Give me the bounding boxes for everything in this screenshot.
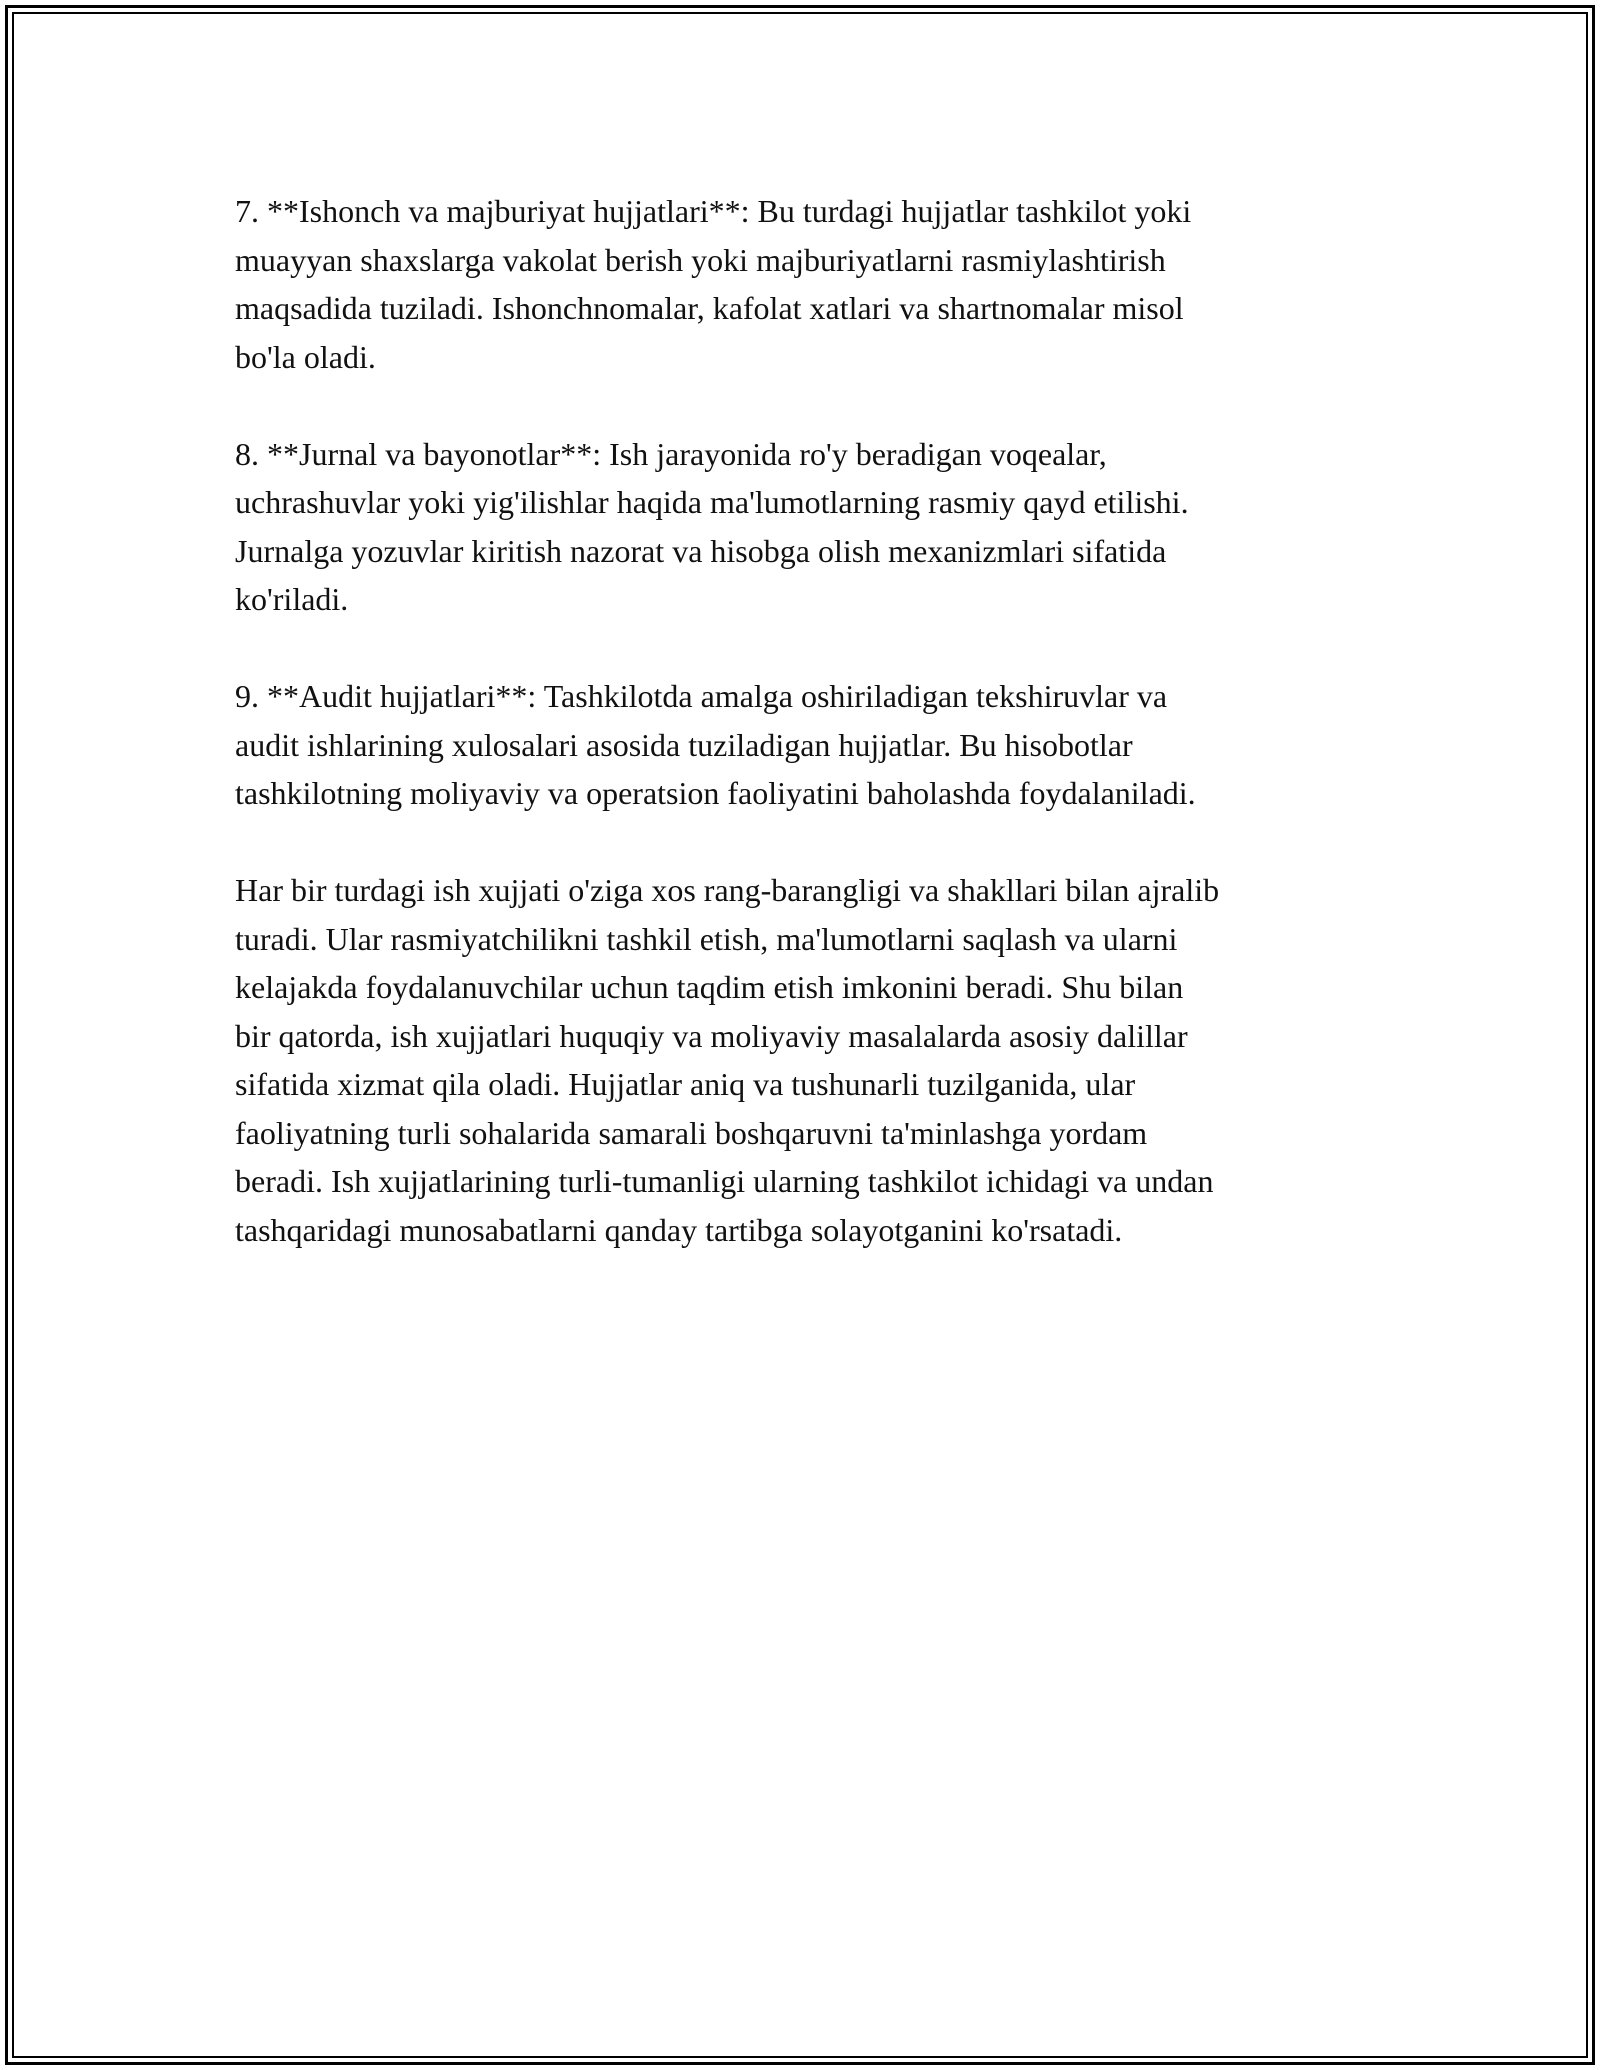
text-line: bir qatorda, ish xujjatlari huquqiy va moliyaviy masalalarda asosiy dalillar — [235, 1017, 1188, 1054]
text-line: kelajakda foydalanuvchilar uchun taqdim etish imkonini beradi. Shu bilan — [235, 969, 1184, 1005]
text-line: tashkilotning moliyaviy va operatsion faoliyatini baholashda foydalaniladi. — [235, 775, 1196, 811]
text-line: Jurnalga yozuvlar kiritish nazorat va hisobga olish mexanizmlari sifatida — [235, 532, 1167, 569]
text-line: audit ishlarining xulosalari asosida tuziladigan hujjatlar. Bu hisobotlar — [235, 726, 1133, 763]
paragraph-item-8 — [235, 430, 1395, 624]
text-line: muayyan shaxslarga vakolat berish yoki majburiyatlarni rasmiylashtirish — [235, 241, 1166, 278]
text-line: sifatida xizmat qila oladi. Hujjatlar aniq va tushunarli tuzilganida, ular — [235, 1066, 1136, 1102]
text-line: 8. **Jurnal va bayonotlar**: Ish jarayonida ro'y beradigan voqealar, — [235, 435, 1107, 472]
text-line: tashqaridagi munosabatlarni qanday tartibga solayotganini ko'rsatadi. — [235, 1211, 1123, 1248]
text-line: beradi. Ish xujjatlarining turli-tumanligi ularning tashkilot ichidagi va undan — [235, 1163, 1214, 1199]
text-line: 9. **Audit hujjatlari**: Tashkilotda amalga oshiriladigan tekshiruvlar va — [235, 678, 1168, 714]
text-line: Har bir turdagi ish xujjati o'ziga xos rang-barangligi va shakllari bilan ajralib — [235, 872, 1220, 908]
text-line: 7. **Ishonch va majburiyat hujjatlari**: Bu turdagi hujjatlar tashkilot yoki — [235, 193, 1192, 229]
text-line: maqsadida tuziladi. Ishonchnomalar, kafolat xatlari va shartnomalar misol — [235, 290, 1184, 326]
document-body — [235, 187, 1395, 1303]
paragraph-item-7 — [235, 187, 1395, 381]
text-line: bo'la oladi. — [235, 338, 376, 375]
text-line: uchrashuvlar yoki yig'ilishlar haqida ma'lumotlarning rasmiy qayd etilishi. — [235, 484, 1189, 520]
paragraph-item-9 — [235, 672, 1395, 818]
paragraph-summary — [235, 866, 1395, 1254]
text-line: faoliyatning turli sohalarida samarali boshqaruvni ta'minlashga yordam — [235, 1114, 1148, 1151]
text-line: turadi. Ular rasmiyatchilikni tashkil etish, ma'lumotlarni saqlash va ularni — [235, 920, 1178, 957]
text-line: ko'riladi. — [235, 581, 349, 617]
